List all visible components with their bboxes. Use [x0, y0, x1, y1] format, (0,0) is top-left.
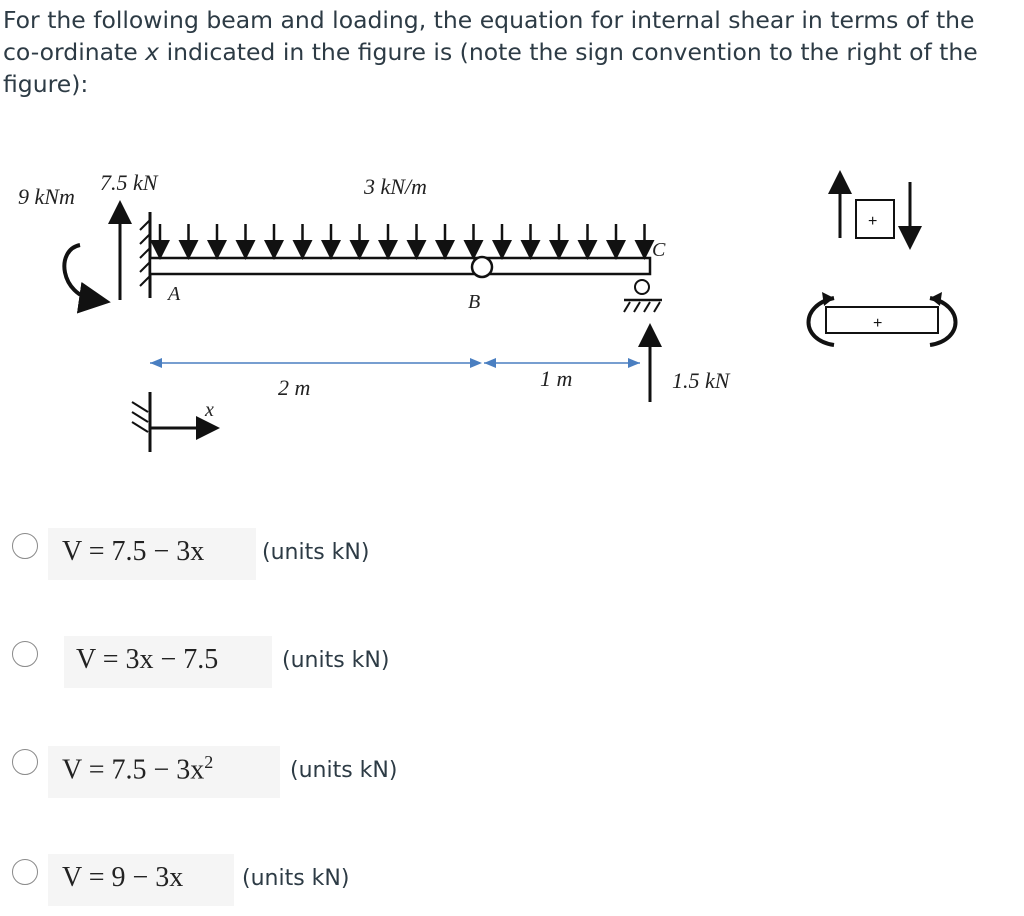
answer-equation-4: V = 9 − 3x — [62, 862, 184, 893]
answer-option-4[interactable] — [0, 846, 600, 916]
point-b-label: B — [468, 291, 481, 313]
x-axis-label: x — [205, 399, 214, 421]
shear-plus-sign: + — [868, 213, 878, 230]
moment-label: 9 kNm — [18, 184, 75, 209]
answer-units-4: (units kN) — [242, 866, 350, 891]
answer-equation-3-exponent: 2 — [204, 752, 214, 772]
answer-equation-1: V = 7.5 − 3x — [62, 536, 205, 567]
pin-support — [624, 280, 662, 312]
answer-units-2: (units kN) — [282, 648, 390, 673]
dim-ab-label: 2 m — [278, 375, 311, 400]
beam — [150, 258, 650, 274]
point-c-label: C — [652, 239, 666, 261]
dim-bc-label: 1 m — [540, 366, 573, 391]
distributed-load-label: 3 kN/m — [364, 174, 427, 199]
beam-figure — [0, 130, 1024, 470]
question-text-before: For the following beam and loading, the equation for internal shear in terms of the co-ordinate — [3, 6, 975, 66]
distributed-load — [160, 224, 645, 250]
answer-option-1[interactable] — [0, 520, 600, 590]
answer-radio-2[interactable] — [12, 641, 38, 667]
question-text-after: indicated in the figure is (note the sign convention to the right of the figure): — [3, 38, 978, 98]
moment-plus-sign: + — [873, 315, 883, 332]
fixed-support — [140, 212, 150, 298]
x-axis-symbol — [132, 392, 208, 452]
answer-equation-3 — [62, 752, 213, 786]
answer-equation-3-base: V = 7.5 − 3x — [62, 754, 205, 786]
answer-option-3[interactable] — [0, 738, 600, 808]
question-text — [3, 4, 1018, 100]
answer-units-3: (units kN) — [290, 758, 398, 783]
answer-option-2[interactable] — [0, 628, 600, 698]
force-label: 7.5 kN — [100, 170, 158, 195]
answer-radio-3[interactable] — [12, 749, 38, 775]
answer-radio-1[interactable] — [12, 533, 38, 559]
answer-radio-4[interactable] — [12, 859, 38, 885]
question-variable: x — [145, 38, 160, 66]
reaction-label: 1.5 kN — [672, 368, 730, 393]
answer-equation-2: V = 3x − 7.5 — [76, 644, 219, 675]
hinge-b — [472, 257, 492, 277]
point-a-label: A — [168, 283, 181, 305]
answer-units-1: (units kN) — [262, 540, 370, 565]
moment-arrow — [64, 245, 95, 300]
